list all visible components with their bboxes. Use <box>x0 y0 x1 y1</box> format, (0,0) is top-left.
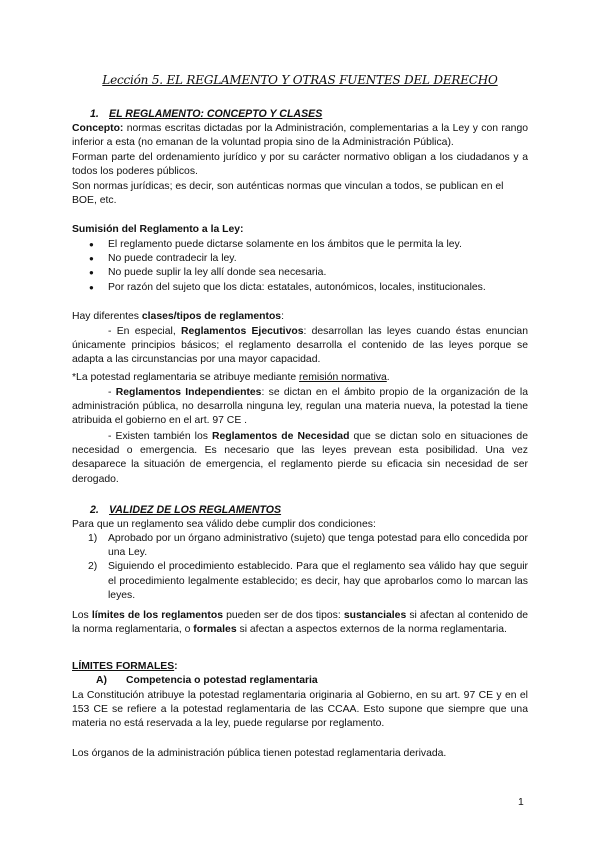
competencia-paragraph: La Constitución atribuye la potestad reglamentaria originaria al Gobierno, en su art. 97 CE y en el 153 CE se refiere a la potestad reglamentaria de las CCAA. Esto supone que siempre que una materia no está reservada a la ley, puede regularse por reglamento. <box>72 690 528 730</box>
concepto-text: normas escritas dictadas por la Administración, complementarias a la Ley y con rango inferior a esta (no emanan de la voluntad propia sino de la Administración Pública). <box>72 123 528 149</box>
reglamentos-independientes-paragraph: - Reglamentos Independientes: se dictan en el ámbito propio de la organización de la administración pública, no desarrolla ninguna ley, regulan una materia nueva, la potestad la tiene atribuida el gobierno en el art. 97 CE . <box>72 387 528 427</box>
limites-formales-heading: LÍMITES FORMALES: <box>72 661 178 672</box>
ejecutivos-term: Reglamentos Ejecutivos <box>180 326 304 337</box>
section-1-title: EL REGLAMENTO: CONCEPTO Y CLASES <box>109 108 323 120</box>
tipos-intro: Hay diferentes clases/tipos de reglamentos: <box>72 311 284 322</box>
section-2-number: 2. <box>90 504 99 516</box>
sumision-list <box>72 238 528 295</box>
tipos-keyword: clases/tipos de reglamentos <box>141 311 282 322</box>
independientes-term: Reglamentos Independientes <box>115 387 262 398</box>
remision-note: *La potestad reglamentaria se atribuye mediante remisión normativa. <box>72 372 390 383</box>
sumision-heading: Sumisión del Reglamento a la Ley: <box>72 224 244 235</box>
reglamentos-ejecutivos-paragraph: - En especial, Reglamentos Ejecutivos: desarrollan las leyes cuando éstas enuncian únicamente principios básicos; el reglamento desarrolla el contenido de las leyes porque se adapta a las circunstancias por una mayor capacidad. <box>72 326 528 366</box>
concepto-paragraph <box>72 122 528 150</box>
list-item: 2) Siguiendo el procedimiento establecido. Para que el reglamento sea válido hay que seguir el procedimiento legalmente establecido; es decir, hay que aprobarlos como lo marcan las leyes. <box>88 561 528 601</box>
list-item: 1) Aprobado por un órgano administrativo (sujeto) que tenga potestad para ello concedida por una Ley. <box>88 533 528 559</box>
ordenamiento-paragraph: Forman parte del ordenamiento jurídico y por su carácter normativo obligan a los ciudadanos y a todos los poderes públicos. <box>72 152 528 178</box>
list-item: ● No puede contradecir la ley. <box>72 252 528 266</box>
normas-paragraph: Son normas jurídicas; es decir, son auténticas normas que vinculan a todos, se publican en el BOE, etc. <box>72 181 504 207</box>
potestad-derivada-paragraph: Los órganos de la administración pública tienen potestad reglamentaria derivada. <box>72 748 447 759</box>
validez-conditions-list <box>72 532 528 603</box>
section-1-number: 1. <box>90 108 99 120</box>
document-page: Lección 5. EL REGLAMENTO Y OTRAS FUENTES DEL DERECHO 1. EL REGLAMENTO: CONCEPTO Y CLASES Concepto: normas escritas dictadas por la Administración, complementarias a la Ley y con rango inferior a esta (no emanan de la voluntad propia sino de la Administración Pública). Forman parte del ordenamiento jurídico y por su carácter normativo obligan a los ciudadanos y a todos los poderes públicos. Son normas jurídicas; es decir, son auténticas normas que vinculan a todos, se publican en el BOE, etc. Sumisión del Reglamento a la Ley: ● El reglamento puede dictarse solamente en los ámbitos que le permita la ley. ● No puede contradecir la ley. ● No puede suplir la ley allí donde sea necesaria. ● Por razón del sujeto que los dicta: estatales, autonómicos, locales, institucionales. Hay diferentes clases/tipos de reglamentos: - En especial, Reglamentos Ejecutivos: desarrollan las leyes cuando éstas enuncian únicamente principios básicos; el reglamento desarrolla el contenido de las leyes porque se adapta a las circunstancias por una mayor capacidad. *La potestad reglamentaria se atribuye mediante remisión normativa. - Reglamentos Independientes: se dictan en el ámbito propio de la organización de la administración pública, no desarrolla ninguna ley, regulan una materia nueva, la potestad la tiene atribuida el gobierno en el art. 97 CE . - Existen también los Reglamentos de Necesidad que se dictan solo en situaciones de necesidad o emergencia. Es necesario que las leyes prevean esta posibilidad. Una vez desaparece la situación de emergencia, el reglamento pierde su eficacia sin necesidad de ser derogado. 2. VALIDEZ DE LOS REGLAMENTOS Para que un reglamento sea válido debe cumplir dos condiciones: 1) Aprobado por un órgano administrativo (sujeto) que tenga potestad para ello concedida por una Ley. 2) Siguiendo el procedimiento establecido. Para que el reglamento sea válido hay que seguir el procedimiento legalmente establecido; es decir, hay que aprobarlos como lo marcan las leyes. Los límites de los reglamentos pueden ser de dos tipos: sustanciales si afectan al contenido de la norma reglamentaria, o formales si afectan a aspectos externos de la norma reglamentaria. LÍMITES FORMALES: A) Competencia o potestad reglamentaria La Constitución atribuye la potestad reglamentaria originaria al Gobierno, en su art. 97 CE y en el 153 CE se refiere a la potestad reglamentaria de las CCAA. Esto supone que siempre que una materia no está reservada a la ley, puede regularse por reglamento. Los órganos de la administración pública tienen potestad reglamentaria derivada. 1 <box>0 0 600 848</box>
list-item: ● No puede suplir la ley allí donde sea necesaria. <box>72 266 528 280</box>
necesidad-term: Reglamentos de Necesidad <box>211 431 350 442</box>
remision-normativa-text: remisión normativa <box>299 372 387 383</box>
limites-paragraph: Los límites de los reglamentos pueden ser de dos tipos: sustanciales si afectan al contenido de la norma reglamentaria, o formales si afectan a aspectos externos de la norma reglamentaria. <box>72 610 529 636</box>
page-number: 1 <box>518 797 524 808</box>
reglamentos-necesidad-paragraph: - Existen también los Reglamentos de Necesidad que se dictan solo en situaciones de necesidad o emergencia. Es necesario que las leyes prevean esta posibilidad. Una vez desaparece la situación de emergencia, el reglamento pierde su eficacia sin necesidad de ser derogado. <box>72 431 528 485</box>
list-item: ● Por razón del sujeto que los dicta: estatales, autonómicos, locales, institucionales. <box>72 281 528 295</box>
list-item: ● El reglamento puede dictarse solamente en los ámbitos que le permita la ley. <box>72 238 528 252</box>
concepto-label: Concepto: <box>72 123 124 134</box>
validez-intro: Para que un reglamento sea válido debe cumplir dos condiciones: <box>72 519 376 530</box>
section-2-title: VALIDEZ DE LOS REGLAMENTOS <box>109 504 282 516</box>
lesson-title: Lección 5. EL REGLAMENTO Y OTRAS FUENTES DEL DERECHO <box>102 73 498 87</box>
